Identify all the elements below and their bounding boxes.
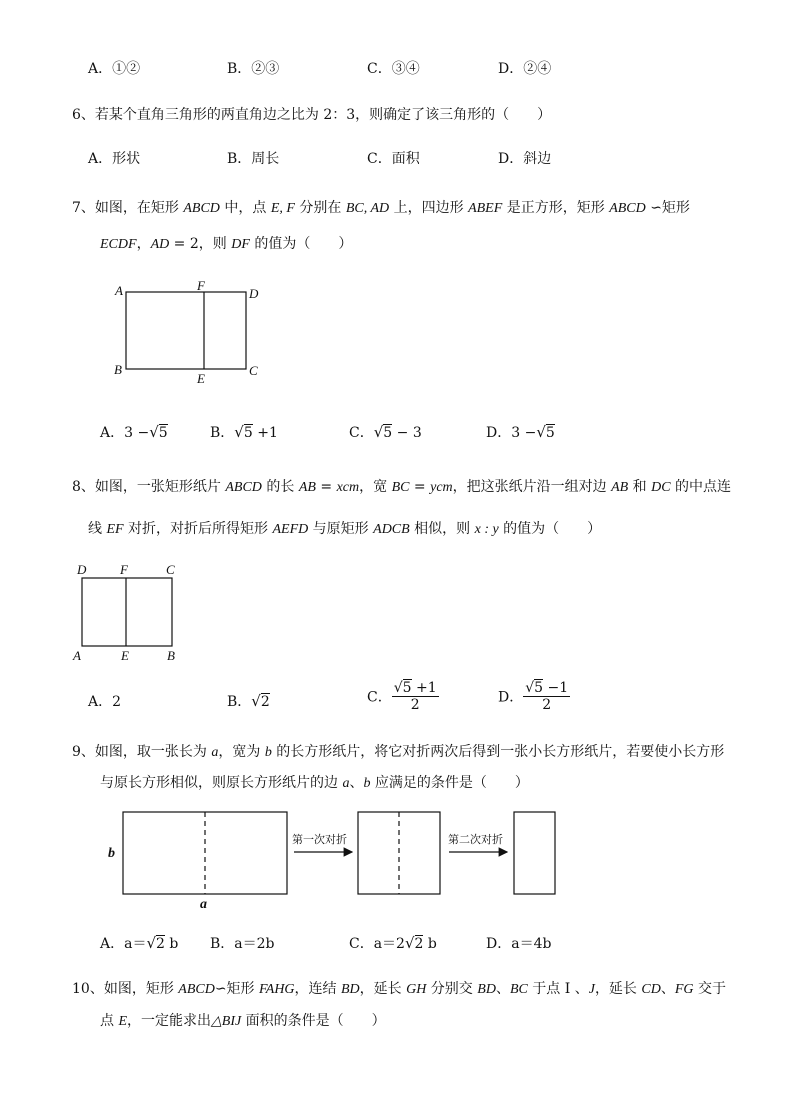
q8-label-d: D xyxy=(77,562,87,577)
q7-option-b[interactable]: B．√5 +1 xyxy=(210,423,278,441)
q8-label-a: A xyxy=(73,648,81,663)
q6-stem: 6、若某个直角三角形的两直角边之比为 2：3，则确定了该三角形的（ ） xyxy=(72,107,552,123)
q8-stem-line1: 8、如图，一张矩形纸片 ABCD 的长 AB = xcm，宽 BC = ycm，把这张纸片沿一组对边 AB 和 DC 的中点连 xyxy=(72,479,732,495)
q9-label-a: a xyxy=(200,897,207,912)
q8-option-b[interactable]: B．√2 xyxy=(227,692,270,710)
q8-option-a[interactable]: A．2 xyxy=(88,694,122,710)
q8-label-f: F xyxy=(120,562,128,577)
q7-stem-line2: ECDF，AD = 2，则 DF 的值为（ ） xyxy=(100,236,353,252)
q9-folded-twice-rect xyxy=(514,812,555,894)
q7-option-a[interactable]: A．3 −√5 xyxy=(100,423,168,441)
q7-stem-line1: 7、如图，在矩形 ABCD 中，点 E, F 分别在 BC, AD 上，四边形 ABEF 是正方形，矩形 ABCD ∽矩形 xyxy=(72,200,690,216)
q10-stem-line2: 点 E，一定能求出△BIJ 面积的条件是（ ） xyxy=(100,1013,386,1029)
q7-label-b: B xyxy=(114,362,122,377)
q9-fold1-label: 第一次对折 xyxy=(292,833,347,846)
q9-stem-line1: 9、如图，取一张长为 a，宽为 b 的长方形纸片，将它对折两次后得到一张小长方形纸片，若要使小长方形 xyxy=(72,744,725,760)
q8-label-e: E xyxy=(121,648,129,663)
q7-label-e: E xyxy=(197,371,205,386)
q9-option-a[interactable]: A．a＝√2 b xyxy=(100,934,179,952)
q9-stem-line2: 与原长方形相似，则原长方形纸片的边 a、b 应满足的条件是（ ） xyxy=(100,775,529,791)
q8-option-c[interactable]: C． $\frac{√5 +1}{2}$ xyxy=(367,680,437,714)
q9-option-b[interactable]: B．a＝2b xyxy=(210,936,275,952)
q7-label-f: F xyxy=(197,278,205,293)
q8-option-d[interactable]: D． $\frac{√5 -1}{2}$ xyxy=(498,680,569,714)
q8-stem-line2: 线 EF 对折，对折后所得矩形 AEFD 与原矩形 ADCB 相似，则 x : y 的值为（ ） xyxy=(88,521,602,537)
q7-label-c: C xyxy=(249,363,258,378)
q9-option-c[interactable]: C．a＝2√2 b xyxy=(349,934,437,952)
q10-stem-line1: 10、如图，矩形 ABCD∽矩形 FAHG，连结 BD，延长 GH 分别交 BD、BC 于点 I 、J，延长 CD、FG 交于 xyxy=(72,981,726,997)
q7-option-d[interactable]: D．3 −√5 xyxy=(486,423,555,441)
q6-option-c[interactable]: C．面积 xyxy=(367,151,420,167)
q9-option-d[interactable]: D．a＝4b xyxy=(486,936,552,952)
q7-option-c[interactable]: C．√5 − 3 xyxy=(349,423,422,441)
q6-option-b[interactable]: B．周长 xyxy=(227,151,280,167)
q9-label-b: b xyxy=(108,846,115,861)
q5-option-b[interactable]: B．②③ xyxy=(227,61,280,77)
q5-option-a[interactable]: A．①② xyxy=(88,61,141,77)
q9-fold2-label: 第二次对折 xyxy=(448,833,503,846)
q5-option-c[interactable]: C．③④ xyxy=(367,61,420,77)
q8-label-b: B xyxy=(167,648,175,663)
q5-option-d[interactable]: D．②④ xyxy=(498,61,552,77)
q7-label-d: D xyxy=(249,286,259,301)
q7-label-a: A xyxy=(115,283,123,298)
q6-option-d[interactable]: D．斜边 xyxy=(498,151,552,167)
q8-label-c: C xyxy=(166,562,175,577)
q6-option-a[interactable]: A．形状 xyxy=(88,151,141,167)
